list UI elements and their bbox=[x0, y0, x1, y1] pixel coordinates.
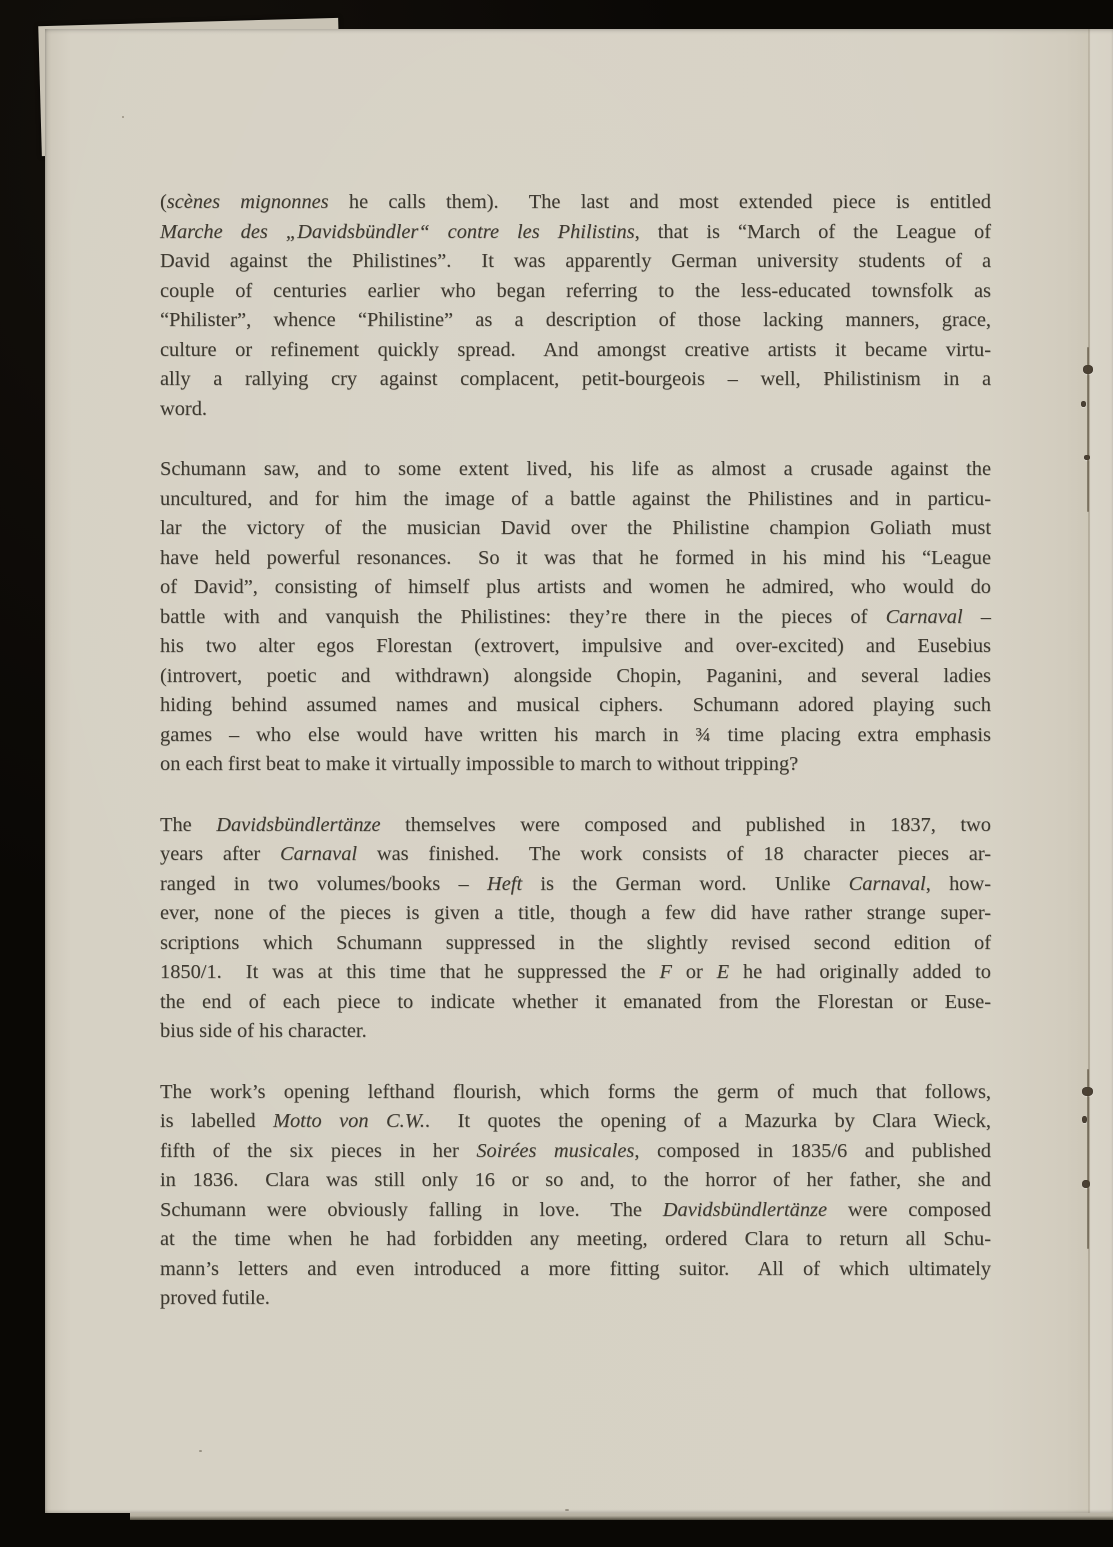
text-line bbox=[160, 811, 991, 841]
text-line bbox=[160, 306, 991, 336]
text-run: were composed bbox=[827, 1198, 991, 1221]
text-run: he had originally added to bbox=[729, 961, 991, 983]
crease-shadow-segment bbox=[1087, 1069, 1089, 1249]
text-line bbox=[160, 1284, 991, 1314]
italic-run: Carnaval bbox=[848, 872, 926, 895]
text-run: themselves were composed and published in 1837, two bbox=[380, 813, 991, 836]
text-run: couple of centuries earlier who began referring to the less-educated townsfolk as bbox=[160, 279, 991, 302]
italic-run: Davidsbündlertänze bbox=[662, 1198, 828, 1221]
text-run: ranged in two volumes/books – bbox=[160, 872, 487, 895]
text-run: bius side of his character. bbox=[160, 1020, 367, 1042]
text-line bbox=[160, 958, 991, 988]
binding-crease bbox=[1088, 29, 1090, 1513]
paragraph-2 bbox=[160, 455, 991, 780]
paragraph-3 bbox=[160, 811, 991, 1047]
crease-shadow-segment bbox=[1087, 347, 1089, 512]
text-run: his two alter egos Florestan (extrovert, impulsive and over-excited) and Eusebius bbox=[160, 635, 991, 657]
text-run: “Philister”, whence “Philistine” as a description of those lacking manners, grace, bbox=[160, 309, 991, 331]
text-line bbox=[160, 750, 991, 780]
text-run: battle with and vanquish the Philistines: they’re there in the pieces of bbox=[160, 605, 886, 628]
text-line bbox=[160, 218, 991, 248]
text-run: , composed in 1835/6 and published bbox=[634, 1139, 992, 1162]
text-run: games – who else would have written his march in ¾ time placing extra emphasis bbox=[160, 723, 991, 746]
text-run: years after bbox=[160, 843, 281, 865]
document-page bbox=[45, 29, 1113, 1513]
text-line bbox=[160, 544, 991, 574]
text-line bbox=[160, 573, 991, 603]
text-line bbox=[160, 1017, 991, 1047]
paper-speck bbox=[122, 116, 124, 118]
text-line bbox=[160, 485, 991, 515]
text-run: ally a rallying cry against complacent, petit-bourgeois – well, Philistinism in a bbox=[160, 368, 991, 390]
paragraph-4 bbox=[160, 1078, 991, 1314]
text-run: or bbox=[671, 961, 717, 983]
text-run: have held powerful resonances. So it was that he formed in his mind his “League bbox=[160, 546, 991, 569]
text-run: of David”, consisting of himself plus artists and women he admired, who would do bbox=[160, 576, 991, 598]
text-run: Schumann were obviously falling in love. The bbox=[160, 1198, 663, 1221]
text-run: in 1836. Clara was still only 16 or so and, to the horror of her father, she and bbox=[160, 1169, 991, 1191]
text-line bbox=[160, 365, 991, 395]
paper-speck bbox=[199, 1450, 202, 1452]
text-run: the end of each piece to indicate whether it emanated from the Florestan or Euse- bbox=[160, 990, 991, 1013]
text-run: , how- bbox=[925, 872, 992, 895]
text-line bbox=[160, 840, 991, 870]
text-run: proved futile. bbox=[160, 1287, 270, 1309]
italic-run: E bbox=[716, 961, 730, 983]
text-run: – bbox=[962, 605, 992, 628]
text-run: at the time when he had forbidden any meeting, ordered Clara to return all Schu- bbox=[160, 1228, 991, 1250]
text-line bbox=[160, 514, 991, 544]
text-line bbox=[160, 1078, 991, 1108]
text-run: on each first beat to make it virtually impossible to march to without tripping? bbox=[160, 753, 799, 775]
text-line bbox=[160, 691, 991, 721]
text-run: is the German word. Unlike bbox=[522, 872, 849, 895]
text-run: 1850/1. It was at this time that he suppressed the bbox=[160, 961, 660, 983]
italic-run: Heft bbox=[487, 872, 523, 895]
text-line bbox=[160, 721, 991, 751]
text-line bbox=[160, 662, 991, 692]
text-line bbox=[160, 1137, 991, 1167]
text-run: David against the Philistines”. It was apparently German university students of a bbox=[160, 250, 991, 272]
text-line bbox=[160, 1107, 991, 1137]
text-run: mann’s letters and even introduced a more fitting suitor. All of which ultimately bbox=[160, 1257, 991, 1280]
text-run: scriptions which Schumann suppressed in the slightly revised second edition of bbox=[160, 931, 991, 954]
text-run: is labelled bbox=[160, 1110, 273, 1132]
text-line bbox=[160, 929, 991, 959]
text-run: . It quotes the opening of a Mazurka by Clara Wieck, bbox=[424, 1110, 991, 1132]
text-run: ever, none of the pieces is given a title, though a few did have rather strange super- bbox=[160, 902, 991, 924]
text-line bbox=[160, 988, 991, 1018]
staple-mark bbox=[1081, 401, 1086, 407]
text-line bbox=[160, 1166, 991, 1196]
text-run: lar the victory of the musician David over the Philistine champion Goliath must bbox=[160, 517, 991, 539]
paragraph-1 bbox=[160, 188, 991, 424]
text-run: word. bbox=[160, 397, 208, 420]
text-run: culture or refinement quickly spread. And amongst creative artists it became virtu- bbox=[160, 338, 991, 361]
text-line bbox=[160, 1255, 991, 1285]
text-run: The work’s opening lefthand flourish, which forms the germ of much that follows, bbox=[160, 1080, 991, 1103]
text-line bbox=[160, 899, 991, 929]
text-line bbox=[160, 455, 991, 485]
text-run: hiding behind assumed names and musical ciphers. Schumann adored playing such bbox=[160, 694, 991, 716]
text-line bbox=[160, 1196, 991, 1226]
text-line bbox=[160, 247, 991, 277]
text-run: uncultured, and for him the image of a battle against the Philistines and in particu- bbox=[160, 487, 991, 510]
paper-speck bbox=[565, 1509, 569, 1511]
italic-run: Soirées musicales bbox=[476, 1139, 635, 1162]
text-run: , that is “March of the League of bbox=[634, 220, 991, 243]
text-line bbox=[160, 277, 991, 307]
italic-run: Carnaval bbox=[280, 843, 358, 865]
text-run: (introvert, poetic and withdrawn) alongside Chopin, Paganini, and several ladies bbox=[160, 664, 991, 687]
text-line bbox=[160, 188, 991, 218]
text-run: fifth of the six pieces in her bbox=[160, 1139, 477, 1162]
page-text-block bbox=[160, 188, 991, 1314]
text-run: The bbox=[160, 813, 217, 836]
italic-run: Marche des „Davidsbündler“ contre les Philistins bbox=[160, 220, 635, 243]
italic-run: Davidsbündlertänze bbox=[216, 813, 381, 836]
italic-run: Carnaval bbox=[885, 605, 963, 628]
italic-run: scènes mignonnes bbox=[166, 191, 329, 213]
text-line bbox=[160, 395, 991, 425]
text-line bbox=[160, 1225, 991, 1255]
text-run: Schumann saw, and to some extent lived, his life as almost a crusade against the bbox=[160, 458, 991, 480]
text-line bbox=[160, 336, 991, 366]
italic-run: F bbox=[659, 961, 672, 983]
text-run: ( bbox=[160, 191, 167, 213]
text-run: he calls them). The last and most extended piece is entitled bbox=[328, 191, 991, 213]
text-line bbox=[160, 870, 991, 900]
text-run: was finished. The work consists of 18 character pieces ar- bbox=[357, 843, 991, 865]
text-line bbox=[160, 603, 991, 633]
text-line bbox=[160, 632, 991, 662]
italic-run: Motto von C.W. bbox=[273, 1110, 425, 1132]
